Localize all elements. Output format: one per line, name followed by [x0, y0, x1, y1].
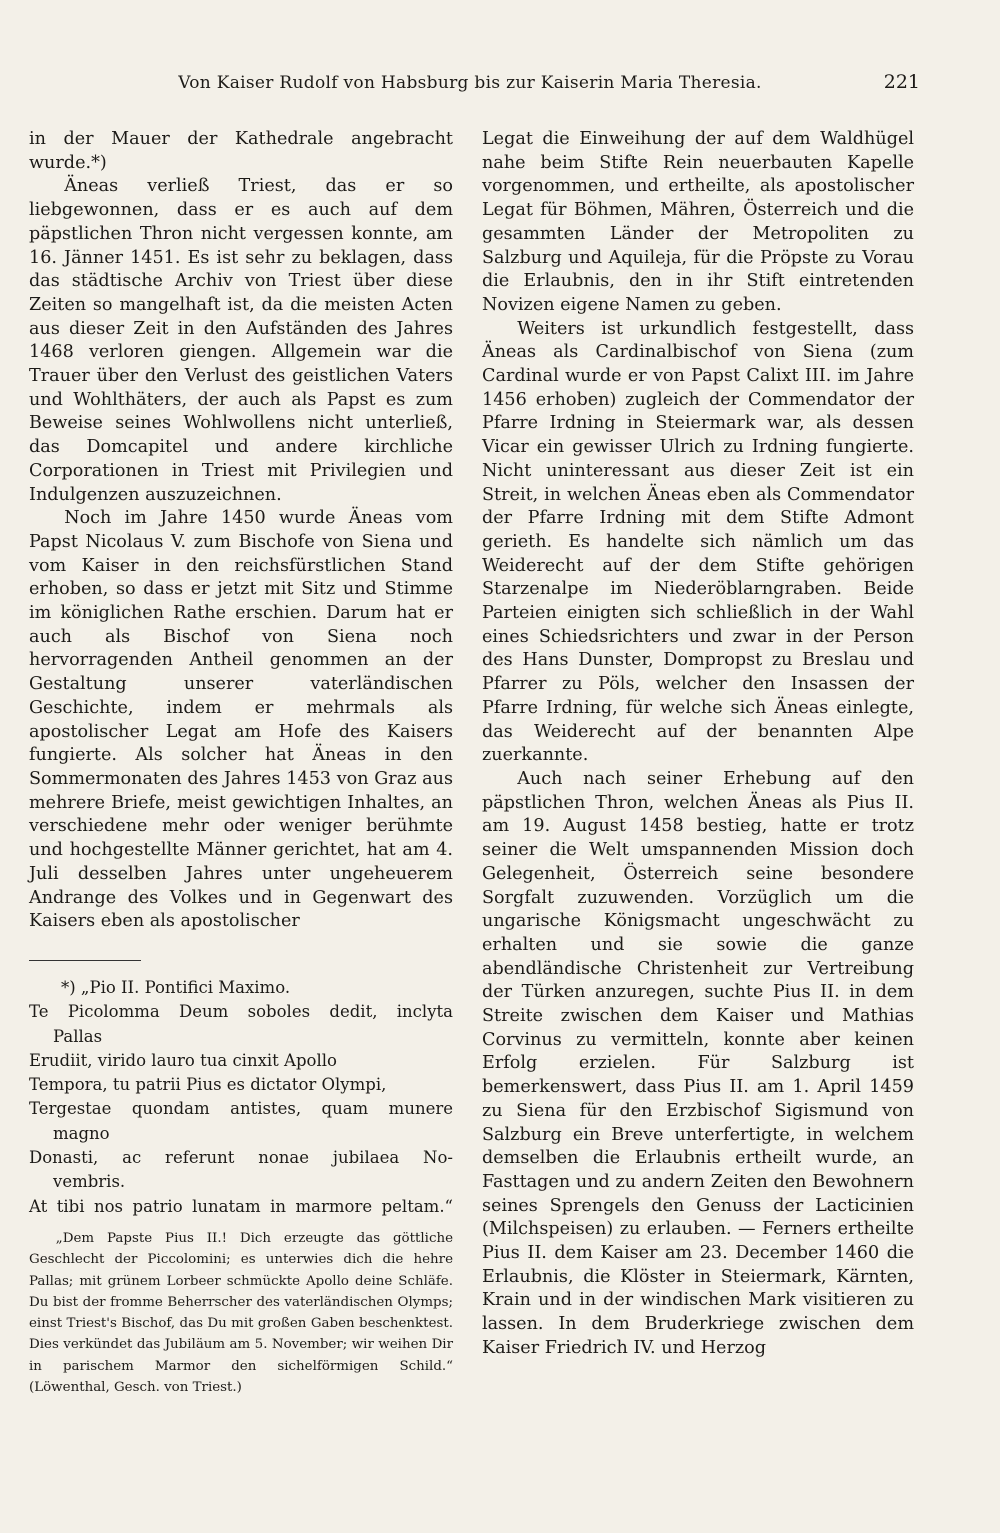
left-paragraph-2: Äneas verließ Triest, das er so liebgewonnen, dass er es auch auf dem päpstlichen Thron nicht vergessen konnte, am 16. Jänner 1451. Es ist sehr zu beklagen, dass das städtische Archiv von Triest über diese Zeiten so mangelhaft ist, da die meisten Acten aus dieser Zeit in den Aufständen des Jahres 1468 verloren giengen. Allgemein war die Trauer über den Verlust des geistlichen Vaters und Wohlthäters, der auch als Papst es zum Beweise seines Wohlwollens nicht unterließ, das Domcapitel und andere kirchliche Corporationen in Triest mit Privilegien und Indulgenzen auszuzeichnen.	[29, 176, 453, 505]
running-title: Von Kaiser Rudolf von Habsburg bis zur Kaiserin Maria Theresia.	[178, 73, 762, 93]
left-paragraph-1: in der Mauer der Kathedrale angebracht wurde.*)	[29, 129, 453, 173]
footnote-line-3: Pallas	[53, 1026, 103, 1046]
left-paragraph-3: Noch im Jahre 1450 wurde Äneas vom Papst Nicolaus V. zum Bischofe von Siena und vom Kaiser in den reichsfürstlichen Stand erhoben, so dass er jetzt mit Sitz und Stimme im königlichen Rathe erschien. Darum hat er auch als Bischof von Siena noch hervorragenden Antheil genommen an der Gestaltung unserer vaterländischen Geschichte, indem er mehrmals als apostolischer Legat am Hofe des Kaisers fungierte. Als solcher hat Äneas in den Sommermonaten des Jahres 1453 von Graz aus mehrere Briefe, meist gewichtigen Inhaltes, an verschiedene mehr oder weniger berühmte und hochgestellte Männer gerichtet, hat am 4. Juli desselben Jahres unter ungeheuerem Andrange des Volkes und in Gegenwart des Kaisers eben als apostolischer	[29, 508, 453, 932]
footnote-translation-text: „Dem Papste Pius II.! Dich erzeugte das göttliche Geschlecht der Piccolomini; es unterwies dich die hehre Pallas; mit grünem Lorbeer schmückte Apollo deine Schläfe. Du bist der fromme Beherrscher des vaterländischen Olymps; einst Triest's Bischof, das Du mit großen Gaben beschenktest. Dies verkündet das Jubiläum am 5. November; wir weihen Dir in parischem Marmor den sichelförmigen Schild.“ (Löwenthal, Gesch. von Triest.)	[29, 1231, 453, 1396]
footnote-line-2: Te Picolomma Deum soboles dedit, inclyta	[29, 1002, 453, 1022]
footnote-line-9: vembris.	[53, 1172, 126, 1192]
footnote-latin-poem	[29, 976, 453, 1219]
footnote-german-translation	[29, 1228, 453, 1398]
footnote-line-5: Tempora, tu patrii Pius es dictator Olympi,	[29, 1075, 387, 1095]
footnote-line-4: Erudiit, virido lauro tua cinxit Apollo	[29, 1050, 337, 1070]
left-column	[29, 128, 453, 934]
right-column	[482, 128, 914, 1361]
footnote-line-7: magno	[53, 1123, 110, 1143]
right-paragraph-1: Legat die Einweihung der auf dem Waldhügel nahe beim Stifte Rein neuerbauten Kapelle vorgenommen, und ertheilte, als apostolischer Legat für Böhmen, Mähren, Österreich und die gesammten Länder der Metropoliten zu Salzburg und Aquileja, für die Pröpste zu Vorau die Erlaubnis, den in ihr Stift eintretenden Novizen eigene Namen zu geben.	[482, 129, 914, 315]
footnote-line-6: Tergestae quondam antistes, quam munere	[29, 1099, 453, 1119]
page-number: 221	[883, 71, 920, 93]
right-paragraph-2: Weiters ist urkundlich festgestellt, dass Äneas als Cardinalbischof von Siena (zum Cardinal wurde er von Papst Calixt III. im Jahre 1456 erhoben) zugleich der Commendator der Pfarre Irdning in Steiermark war, als dessen Vicar ein gewisser Ulrich zu Irdning fungierte. Nicht uninteressant aus dieser Zeit ist ein Streit, in welchen Äneas eben als Commendator der Pfarre Irdning mit dem Stifte Admont gerieth. Es handelte sich nämlich um das Weiderecht auf der dem Stifte gehörigen Starzenalpe im Niederöblarngraben. Beide Parteien einigten sich schließlich in der Wahl eines Schiedsrichters und zwar in der Person des Hans Dunster, Dompropst zu Breslau und Pfarrer zu Pöls, welcher den Insassen der Pfarre Irdning, für welche sich Äneas einlegte, das Weiderecht auf der benannten Alpe zuerkannte.	[482, 318, 914, 766]
right-paragraph-3: Auch nach seiner Erhebung auf den päpstlichen Thron, welchen Äneas als Pius II. am 19. August 1458 bestieg, hatte er trotz seiner die Welt umspannenden Mission doch Gelegenheit, Österreich seine besondere Sorgfalt zuzuwenden. Vorzüglich um die ungarische Königsmacht ungeschwächt zu erhalten und sie sowie die ganze abendländische Christenheit zur Vertreibung der Türken anzuregen, suchte Pius II. in dem Streite zwischen dem Kaiser und Mathias Corvinus zu vermitteln, konnte aber keinen Erfolg erzielen. Für Salzburg ist bemerkenswert, dass Pius II. am 1. April 1459 zu Siena für den Erzbischof Sigismund von Salzburg ein Breve unterfertigte, in welchem demselben die Erlaubnis ertheilt wurde, an Fasttagen und zu andern Zeiten den Bewohnern seines Sprengels den Genuss der Lacticinien (Milchspeisen) zu erlauben. — Ferners ertheilte Pius II. dem Kaiser am 23. December 1460 die Erlaubnis, die Klöster in Steiermark, Kärnten, Krain und in der windischen Mark visitieren zu lassen. In dem Bruderkriege zwischen dem Kaiser Friedrich IV. und Herzog	[482, 768, 914, 1358]
footnote-line-8: Donasti, ac referunt nonae jubilaea No-	[29, 1148, 453, 1168]
footnote-rule	[29, 960, 141, 961]
footnote-line-10: At tibi nos patrio lunatam in marmore peltam.“	[29, 1196, 453, 1216]
footnote-line-1: *) „Pio II. Pontifici Maximo.	[61, 978, 291, 997]
